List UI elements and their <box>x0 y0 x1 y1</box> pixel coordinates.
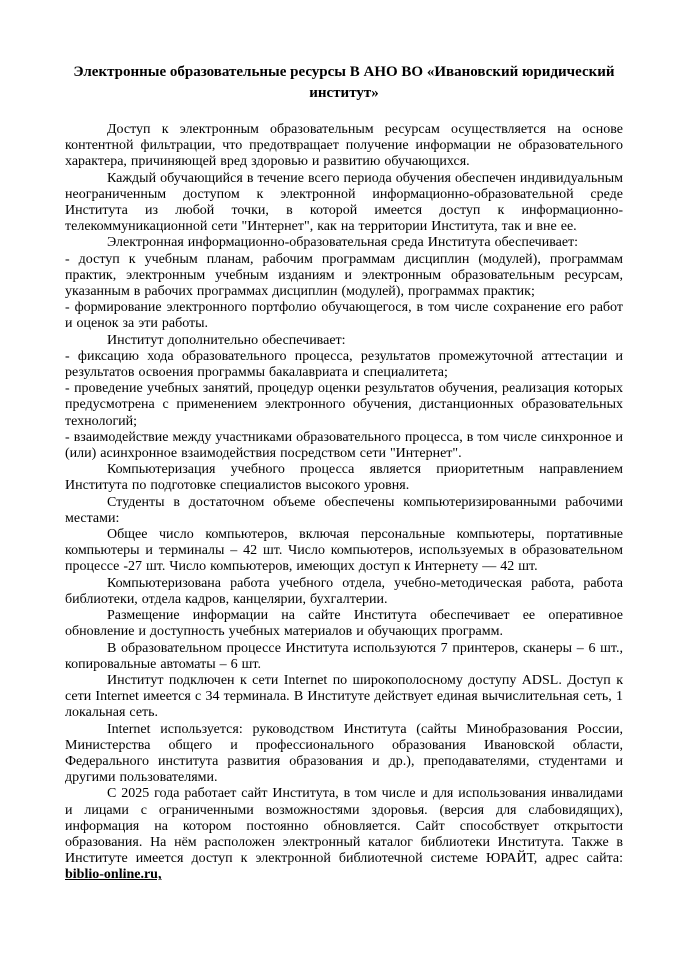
paragraph: Компьютеризация учебного процесса является приоритетным направлением Института по подготовке специалистов высокого уровня. <box>65 462 623 494</box>
paragraph: - проведение учебных занятий, процедур оценки результатов обучения, реализация которых предусмотрена с применением электронного обучения, дистанционных образовательных технологий; <box>65 381 623 429</box>
paragraph: Размещение информации на сайте Института обеспечивает ее оперативное обновление и доступность учебных материалов и обучающих программ. <box>65 608 623 640</box>
paragraph: Институт подключен к сети Internet по широкополосному доступу ADSL. Доступ к сети Internet имеется с 34 терминала. В Институте действует единая вычислительная сеть, 1 локальная сеть. <box>65 672 623 721</box>
paragraph: Компьютеризована работа учебного отдела, учебно-методическая работа, работа библиотеки, отдела кадров, канцелярии, бухгалтерии. <box>65 575 623 607</box>
document-body <box>65 122 623 884</box>
paragraph: - фиксацию хода образовательного процесса, результатов промежуточной аттестации и результатов освоения программы бакалавриата и специалитета; <box>65 348 623 381</box>
paragraph: Общее число компьютеров, включая персональные компьютеры, портативные компьютеры и терминалы – 42 шт. Число компьютеров, используемых в образовательном процессе -27 шт. Число компьютеров, имеющих доступ к Интернету — 42 шт. <box>65 527 623 575</box>
paragraph: - взаимодействие между участниками образовательного процесса, в том числе синхронное и (или) асинхронное взаимодействия посредством сети "Интернет". <box>65 429 623 462</box>
paragraph: Институт дополнительно обеспечивает: <box>107 332 346 348</box>
paragraph: Доступ к электронным образовательным ресурсам осуществляется на основе контентной фильтрации, что предотвращает получение информации не образовательного характера, причиняющей вред здоровью и развитию обучающихся. <box>65 122 623 170</box>
paragraph: Электронная информационно-образовательная среда Института обеспечивает: <box>107 235 579 251</box>
paragraph: В образовательном процессе Института используются 7 принтеров, сканеры – 6 шт., копировальные автоматы – 6 шт. <box>65 640 623 672</box>
paragraph: Каждый обучающийся в течение всего периода обучения обеспечен индивидуальным неограниченным доступом к электронной информационно-образовательной среде Института из любой точки, в которой имеется доступ к информационно-телекоммуникационной сети "Интернет", как на территории Института, так и вне ее. <box>65 170 623 235</box>
paragraph: Internet используется: руководством Института (сайты Минобразования России, Министерства общего и профессионального образования Ивановской области, Федерального института развития образования и др.), преподавателями, студентами и другими пользователями. <box>65 721 623 786</box>
paragraph: - доступ к учебным планам, рабочим программам дисциплин (модулей), программам практик, электронным учебным изданиям и электронным образовательным ресурсам, указанным в рабочих программах дисциплин (модулей), программах практик; <box>65 251 623 300</box>
paragraph: Студенты в достаточном объеме обеспечены компьютеризированными рабочими местами: <box>65 494 623 526</box>
website-link[interactable]: biblio-online.ru, <box>65 867 162 883</box>
document-title: Электронные образовательные ресурсы В АНО ВО «Ивановский юридический институт» <box>73 64 615 101</box>
paragraph: - формирование электронного портфолио обучающегося, в том числе сохранение его работ и оценок за эти работы. <box>65 300 623 332</box>
paragraph: С 2025 года работает сайт Института, в том числе и для использования инвалидами и лицами с ограниченными возможностями здоровья. (версия для слабовидящих), информация на котором постоянно обновляется. Сайт способствует открытости образования. На нём расположен электронный каталог библиотеки Института. Также в Институте имеется доступ к электронной библиотечной системе ЮРАЙТ, адрес сайта: biblio-online.ru, <box>65 786 623 883</box>
